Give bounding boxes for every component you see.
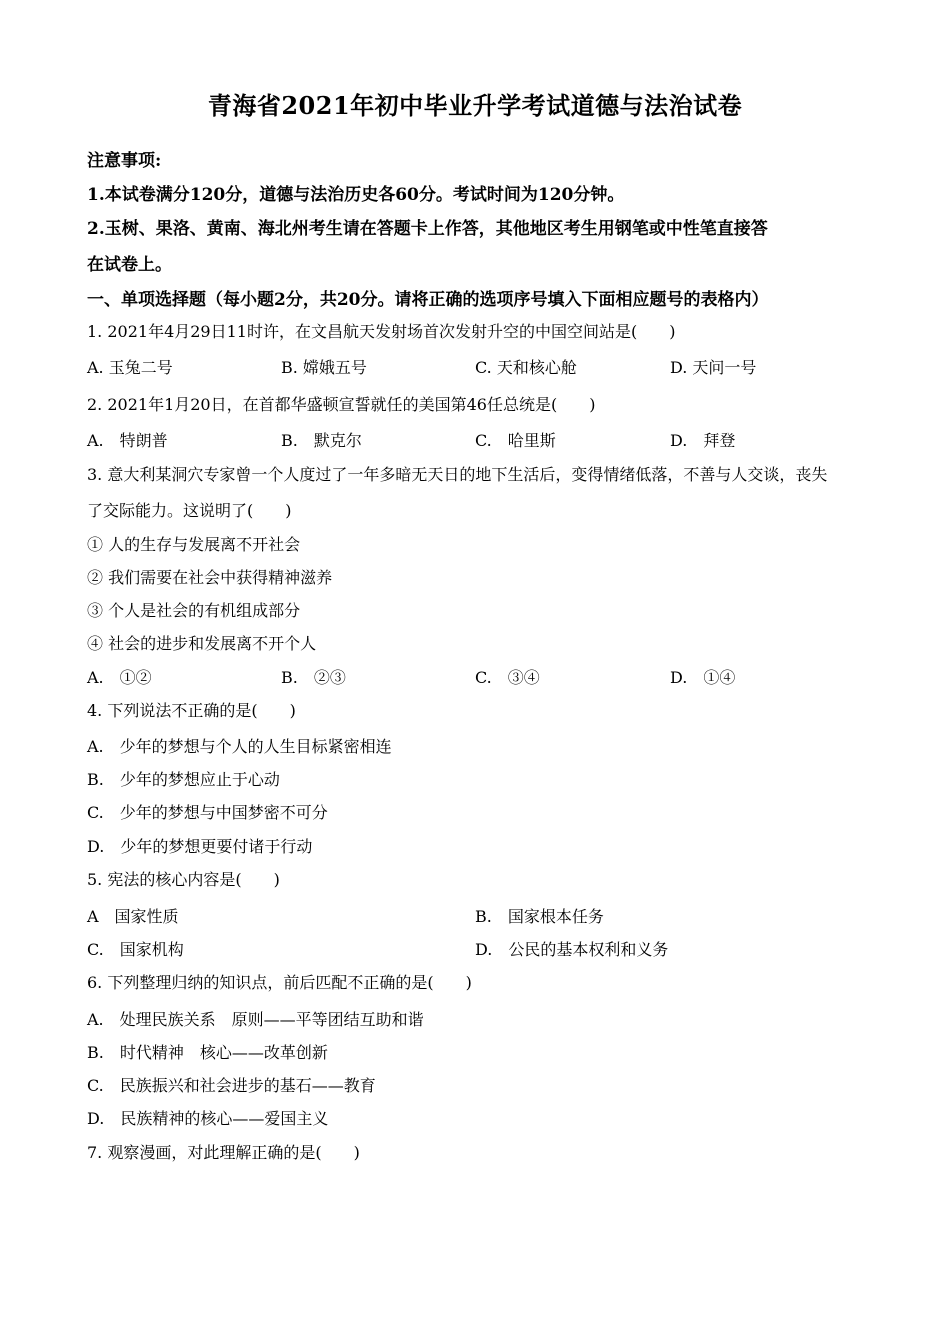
question-1-option-b: B. 嫦娥五号 — [281, 358, 367, 377]
question-1-option-a: A. 玉兔二号 — [87, 358, 173, 377]
question-3-option-d: D. ①④ — [670, 668, 736, 687]
question-3-option-b: B. ②③ — [281, 668, 346, 687]
question-3-option-c: C. ③④ — [475, 668, 540, 687]
question-4-stem: 4. 下列说法不正确的是( ) — [87, 701, 296, 720]
question-3-stem: 3. 意大利某洞穴专家曾一个人度过了一年多暗无天日的地下生活后，变得情绪低落，不善与人交谈，丧失 — [87, 465, 828, 484]
question-2-option-d: D. 拜登 — [670, 431, 736, 450]
question-4-option-c: C. 少年的梦想与中国梦密不可分 — [87, 803, 328, 822]
question-6-option-a: A. 处理民族关系 原则——平等团结互助和谐 — [87, 1010, 424, 1029]
question-5-stem: 5. 宪法的核心内容是( ) — [87, 870, 280, 889]
question-6-option-c: C. 民族振兴和社会进步的基石——教育 — [87, 1076, 376, 1095]
notes-heading: 注意事项: — [87, 151, 162, 171]
question-3-statement-3: ③ 个人是社会的有机组成部分 — [87, 601, 301, 620]
question-2-option-a: A. 特朗普 — [87, 431, 168, 450]
question-5-option-b: B. 国家根本任务 — [475, 907, 604, 926]
question-3-stem-cont: 了交际能力。这说明了( ) — [87, 501, 292, 520]
question-1-option-c: C. 天和核心舱 — [475, 358, 577, 377]
question-5-option-c: C. 国家机构 — [87, 940, 184, 959]
question-6-option-d: D. 民族精神的核心——爱国主义 — [87, 1109, 329, 1128]
question-4-option-b: B. 少年的梦想应止于心动 — [87, 770, 280, 789]
question-5-option-d: D. 公民的基本权利和义务 — [475, 940, 669, 959]
question-3-statement-4: ④ 社会的进步和发展离不开个人 — [87, 634, 317, 653]
section-heading: 一、单项选择题（每小题2分，共20分。请将正确的选项序号填入下面相应题号的表格内） — [87, 290, 769, 310]
question-1-option-d: D. 天问一号 — [670, 358, 757, 377]
notes-item-2-cont: 在试卷上。 — [87, 255, 172, 275]
question-4-option-a: A. 少年的梦想与个人的人生目标紧密相连 — [87, 737, 392, 756]
question-3-statement-2: ② 我们需要在社会中获得精神滋养 — [87, 568, 333, 587]
question-4-option-d: D. 少年的梦想更要付诸于行动 — [87, 837, 313, 856]
question-2-stem: 2. 2021年1月20日，在首都华盛顿宣誓就任的美国第46任总统是( ) — [87, 395, 596, 414]
page-title: 青海省2021年初中毕业升学考试道德与法治试卷 — [207, 91, 743, 120]
question-1-stem: 1. 2021年4月29日11时许，在文昌航天发射场首次发射升空的中国空间站是( ) — [87, 322, 676, 341]
question-3-option-a: A. ①② — [87, 668, 152, 687]
question-2-option-c: C. 哈里斯 — [475, 431, 556, 450]
question-7-stem: 7. 观察漫画，对此理解正确的是( ) — [87, 1143, 360, 1162]
question-3-statement-1: ① 人的生存与发展离不开社会 — [87, 535, 301, 554]
question-6-option-b: B. 时代精神 核心——改革创新 — [87, 1043, 328, 1062]
question-2-option-b: B. 默克尔 — [281, 431, 362, 450]
question-6-stem: 6. 下列整理归纳的知识点，前后匹配不正确的是( ) — [87, 973, 472, 992]
notes-item-2: 2.玉树、果洛、黄南、海北州考生请在答题卡上作答，其他地区考生用钢笔或中性笔直接答 — [87, 219, 768, 239]
question-5-option-a: A 国家性质 — [87, 907, 179, 926]
notes-item-1: 1.本试卷满分120分，道德与法治历史各60分。考试时间为120分钟。 — [87, 185, 625, 205]
